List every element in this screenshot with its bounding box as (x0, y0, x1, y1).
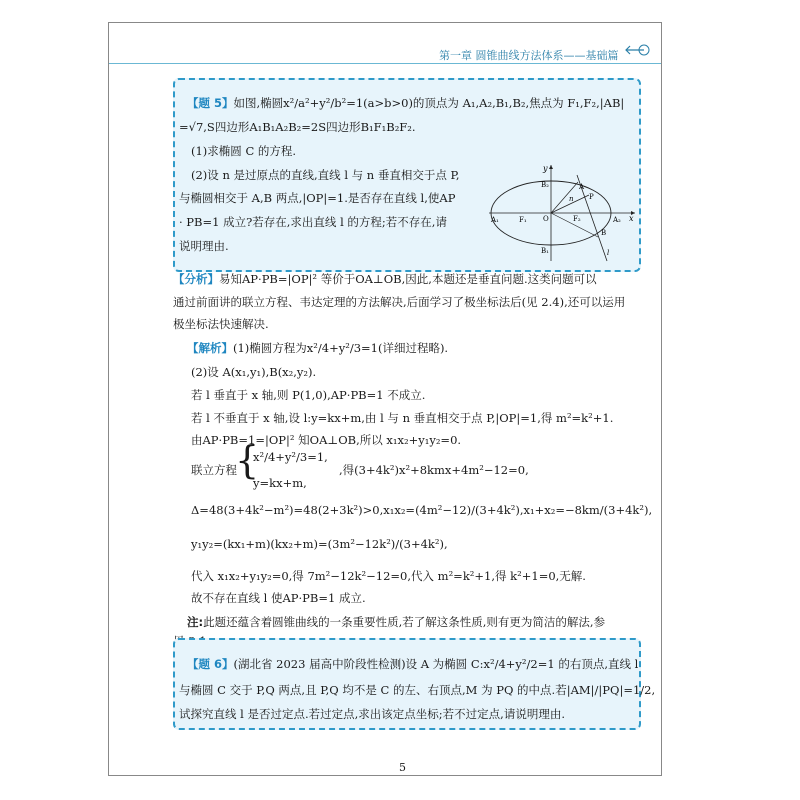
solution-line-9: 代入 x₁x₂+y₁y₂=0,得 7m²−12k²−12=0,代入 m²=k²+1,得 k²+1=0,无解. (191, 569, 586, 583)
problem-6-line-3: 试探究直线 l 是否过定点.若过定点,求出该定点坐标;若不过定点,请说明理由. (179, 707, 565, 721)
problem-5-text-1: 如图,椭圆x²/a²+y²/b²=1(a>b>0)的顶点为 A₁,A₂,B₁,B₂,焦点为 F₁,F₂,|AB| (233, 96, 625, 110)
solution-system-label: 联立方程 (191, 463, 237, 477)
problem-5-line-6: · PB=1 成立?若存在,求出直线 l 的方程;若不存在,请 (179, 215, 447, 229)
problem-6-text-1: (湖北省 2023 届高中阶段性检测)设 A 为椭圆 C:x²/4+y²/2=1 的右顶点,直线 l (233, 657, 639, 671)
problem-5-line-1 (187, 96, 624, 111)
problem-5-tag: 【题 5】 (187, 96, 234, 110)
problem-5-line-4: (2)设 n 是过原点的直线,直线 l 与 n 垂直相交于点 P, (191, 168, 460, 182)
label-x: x (629, 214, 634, 223)
note-text-1: 此题还蕴含着圆锥曲线的一条重要性质,若了解这条性质,则有更为简洁的解法,参 (203, 615, 606, 629)
label-f1: F₁ (519, 216, 527, 224)
page-number: 5 (399, 761, 406, 774)
ellipse-diagram (489, 163, 639, 263)
solution-tag: 【解析】 (187, 341, 233, 355)
solution-line-10: 故不存在直线 l 使AP·PB=1 成立. (191, 591, 366, 605)
problem-6-line-1 (187, 657, 638, 672)
analysis-line-3: 极坐标法快速解决. (173, 317, 269, 331)
note-line-1 (187, 615, 605, 630)
header-arrow-icon (624, 43, 650, 57)
problem-6-tag: 【题 6】 (187, 657, 234, 671)
problem-5-line-3: (1)求椭圆 C 的方程. (191, 144, 297, 158)
label-y: y (543, 164, 548, 173)
solution-line-8: y₁y₂=(kx₁+m)(kx₂+m)=(3m²−12k²)/(3+4k²), (191, 537, 448, 551)
book-page (108, 22, 662, 776)
analysis-text-1: 易知AP·PB=|OP|² 等价于OA⊥OB,因此,本题还是垂直问题.这类问题可以 (219, 272, 597, 286)
label-b: B (601, 229, 607, 237)
problem-5-line-5: 与椭圆相交于 A,B 两点,|OP|=1.是否存在直线 l,使AP (179, 191, 456, 205)
solution-text-1: (1)椭圆方程为x²/4+y²/3=1(详细过程略). (233, 341, 449, 355)
solution-system-result: ,得(3+4k²)x²+8kmx+4m²−12=0, (339, 463, 529, 477)
problem-6-line-2: 与椭圆 C 交于 P,Q 两点,且 P,Q 均不是 C 的左、右顶点,M 为 PQ 的中点.若|AM|/|PQ|=1/2, (179, 683, 656, 697)
solution-line-5: 由AP·PB=1=|OP|² 知OA⊥OB,所以 x₁x₂+y₁y₂=0. (191, 433, 462, 447)
label-n: n (569, 195, 574, 203)
solution-line-7: Δ=48(3+4k²−m²)=48(2+3k²)>0,x₁x₂=(4m²−12)/(3+4k²),x₁+x₂=−8km/(3+4k²), (191, 503, 653, 517)
label-f2: F₂ (573, 215, 581, 223)
analysis-tag: 【分析】 (173, 272, 219, 286)
label-p: P (589, 193, 594, 201)
label-o: O (543, 215, 549, 223)
header-rule (109, 63, 661, 64)
label-a: A (579, 183, 585, 191)
label-l: l (607, 249, 610, 257)
solution-line-3: 若 l 垂直于 x 轴,则 P(1,0),AP·PB=1 不成立. (191, 388, 426, 402)
label-a2: A₂ (613, 216, 621, 224)
solution-line-4: 若 l 不垂直于 x 轴,设 l:y=kx+m,由 l 与 n 垂直相交于点 P,|OP|=1,得 m²=k²+1. (191, 411, 614, 425)
problem-5-line-2: =√7,S四边形A₁B₁A₂B₂=2S四边形B₁F₁B₂F₂. (179, 120, 416, 134)
note-tag: 注: (187, 615, 204, 629)
label-a1: A₁ (491, 216, 499, 224)
analysis-line-2: 通过前面讲的联立方程、韦达定理的方法解决,后面学习了极坐标法后(见 2.4),还可以运用 (173, 295, 626, 309)
solution-system-eq1: x²/4+y²/3=1, (253, 450, 328, 464)
label-b1: B₁ (541, 247, 549, 255)
label-b2: B₂ (541, 181, 549, 189)
chapter-header: 第一章 圆锥曲线方法体系——基础篇 (439, 49, 619, 62)
solution-system-eq2: y=kx+m, (253, 476, 307, 490)
analysis-line-1 (173, 272, 597, 287)
system-brace: { (235, 438, 260, 482)
solution-line-1 (187, 341, 448, 356)
solution-line-2: (2)设 A(x₁,y₁),B(x₂,y₂). (191, 365, 317, 379)
problem-5-line-7: 说明理由. (179, 239, 229, 253)
